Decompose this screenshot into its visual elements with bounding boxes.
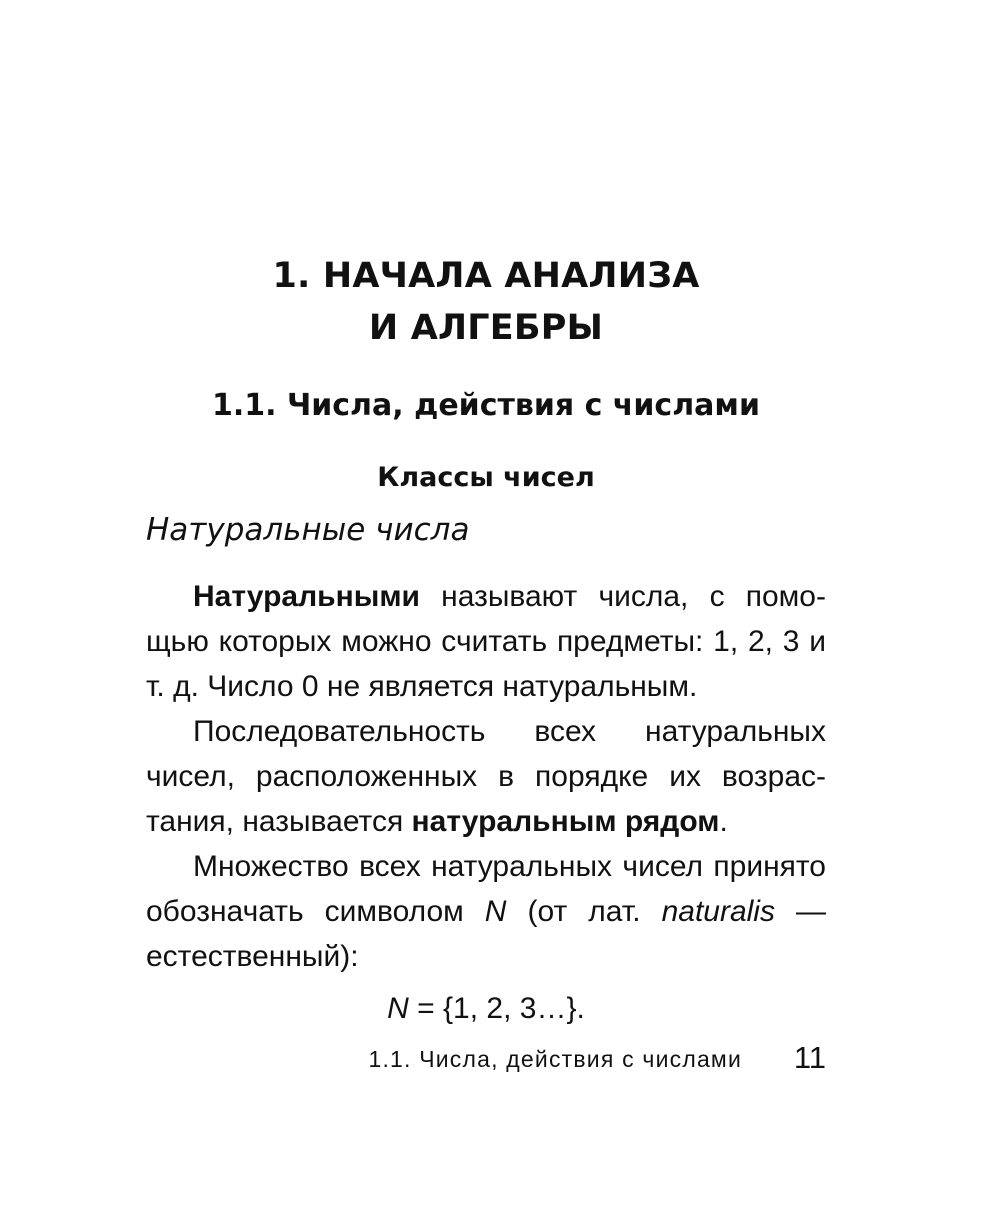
subsection-title: Классы чисел <box>377 462 595 493</box>
chapter-title <box>146 250 826 354</box>
paragraph-set-symbol-mid: (от лат. <box>506 895 662 928</box>
latin-term: naturalis <box>661 895 775 928</box>
formula-symbol: N <box>387 992 409 1025</box>
chapter-title-line-1: 1. НАЧАЛА АНАЛИЗА <box>272 256 700 296</box>
paragraph-set-symbol-lead: Множество всех натуральных чисел принято обозначать символом <box>146 850 826 928</box>
paragraph-definition-text: называют числа, с помощью которых можно считать предметы: 1, 2, 3 и т. д. Число 0 не является натуральным. <box>146 580 826 703</box>
term-natural: Натуральными <box>193 580 420 613</box>
term-natural-series: натуральным рядом <box>411 805 720 838</box>
subheading-natural-numbers: Натуральные числа <box>146 512 470 548</box>
paragraph-set-symbol-tail: — естественный): <box>146 895 827 973</box>
running-footer <box>146 1040 826 1080</box>
running-title: 1.1. Числа, действия с числами <box>368 1046 742 1072</box>
paragraph-natural-series-tail: . <box>719 805 728 838</box>
formula-body: = {1, 2, 3…}. <box>408 992 585 1025</box>
page-content <box>146 250 826 1031</box>
page-number: 11 <box>793 1040 826 1075</box>
paragraph-set-symbol <box>146 844 826 979</box>
paragraph-natural-series-lead: Последовательность всех натуральных чисел, расположенных в порядке их возрастания, называется <box>146 715 826 838</box>
paragraph-definition <box>146 574 826 709</box>
section-title: 1.1. Числа, действия с числами <box>212 388 760 423</box>
formula-natural-set <box>146 987 826 1031</box>
paragraph-natural-series <box>146 709 826 844</box>
chapter-title-line-2: И АЛГЕБРЫ <box>368 308 604 348</box>
set-symbol: N <box>484 895 507 928</box>
